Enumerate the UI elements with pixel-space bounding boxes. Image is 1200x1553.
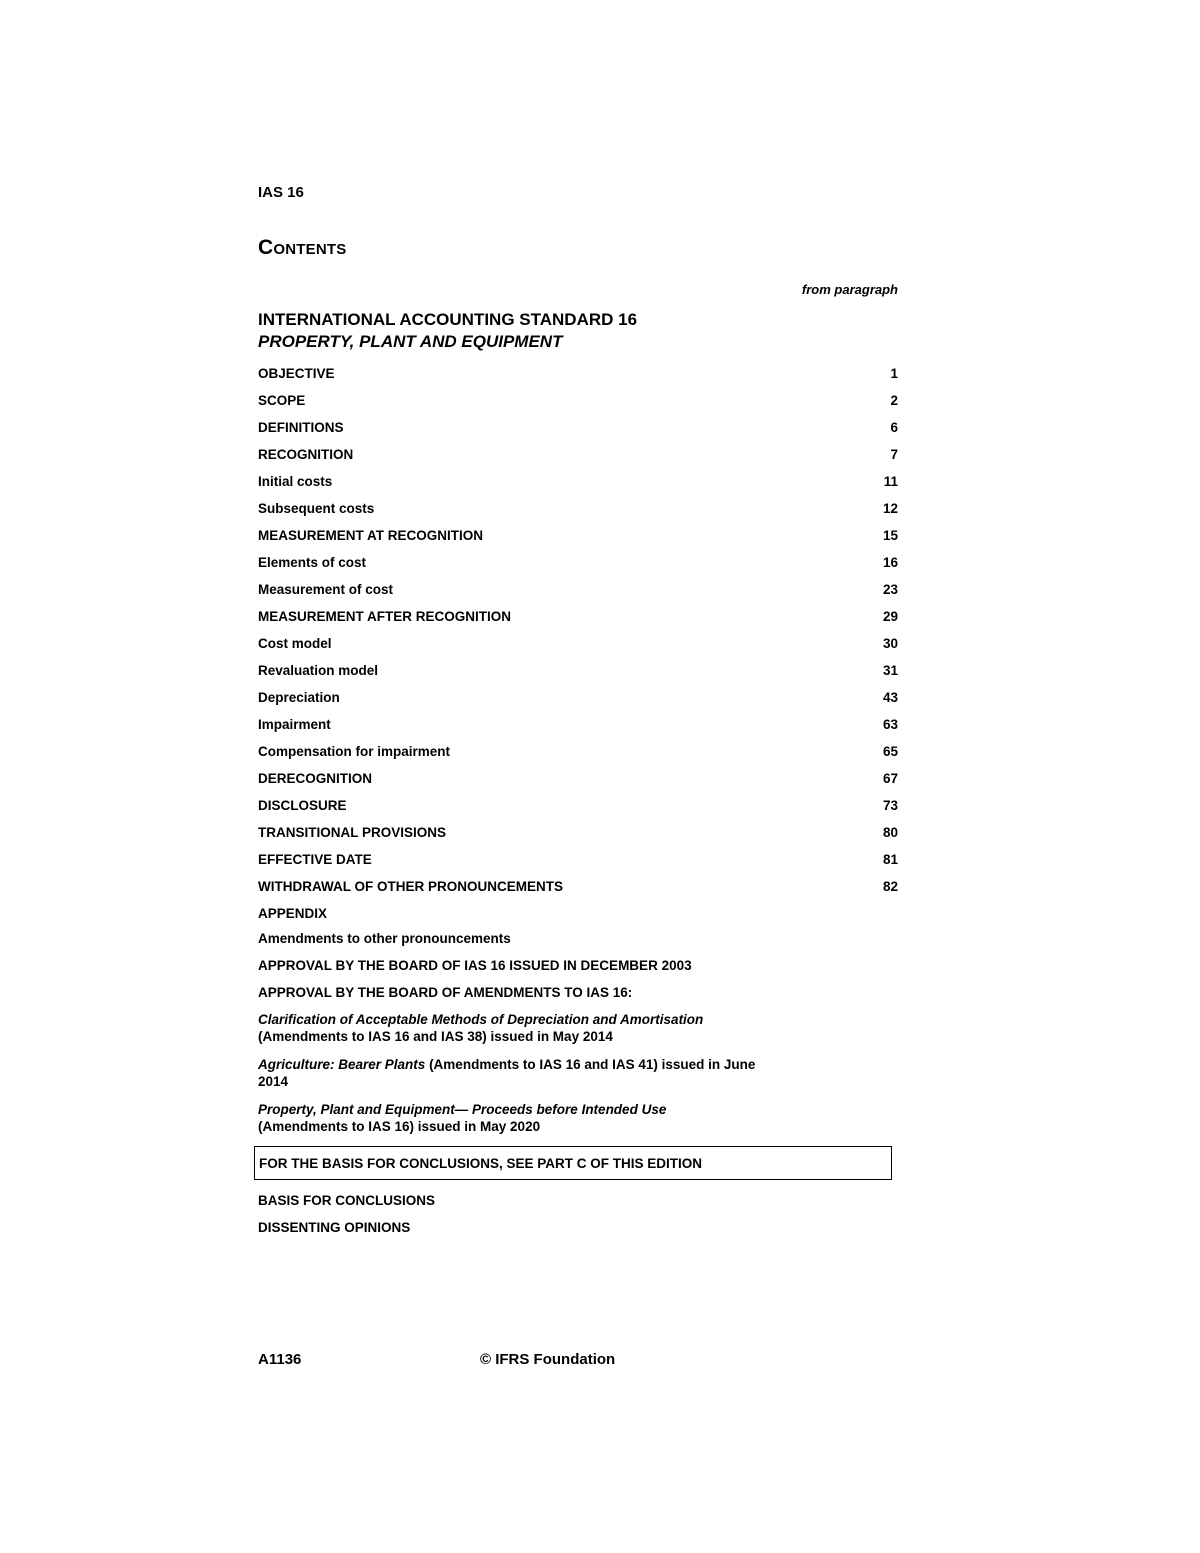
toc-entry	[258, 522, 898, 549]
amendments-other-pronouncements: Amendments to other pronouncements	[258, 931, 511, 946]
toc-entry-paragraph: 7	[890, 447, 898, 462]
toc-entry-label: RECOGNITION	[258, 447, 354, 462]
toc-entry-paragraph: 63	[882, 717, 898, 732]
toc-entry	[258, 846, 898, 873]
basis-for-conclusions: BASIS FOR CONCLUSIONS	[258, 1193, 436, 1208]
basis-note-box: FOR THE BASIS FOR CONCLUSIONS, SEE PART C OF THIS EDITION	[254, 1146, 892, 1180]
toc-entry	[258, 819, 898, 846]
amendment-2014-bearer-plants	[258, 1056, 778, 1090]
toc-entry-paragraph: 12	[882, 501, 898, 516]
amendment-2014-depreciation	[258, 1011, 898, 1045]
toc-entry	[258, 495, 898, 522]
toc-entry	[258, 360, 898, 387]
toc-entry-paragraph: 15	[882, 528, 898, 543]
toc-entry-label: Impairment	[258, 717, 331, 732]
toc-entry	[258, 630, 898, 657]
toc-entry-label: OBJECTIVE	[258, 366, 335, 381]
toc-entry	[258, 900, 898, 927]
dissenting-opinions: DISSENTING OPINIONS	[258, 1220, 411, 1235]
amendment-detail: (Amendments to IAS 16 and IAS 41) issued in June 2014	[258, 1057, 756, 1089]
document-page	[258, 0, 898, 1553]
amendment-detail: (Amendments to IAS 16) issued in May 2020	[258, 1119, 541, 1134]
toc-entry	[258, 792, 898, 819]
page-number: A1136	[258, 1351, 302, 1368]
toc-entry-paragraph: 1	[890, 366, 898, 381]
toc-entry-label: TRANSITIONAL PROVISIONS	[258, 825, 447, 840]
amendment-title: Property, Plant and Equipment— Proceeds before Intended Use	[258, 1102, 667, 1117]
toc-entry-label: Revaluation model	[258, 663, 379, 678]
standard-title: INTERNATIONAL ACCOUNTING STANDARD 16	[258, 310, 638, 329]
toc-entry	[258, 468, 898, 495]
toc-entry-paragraph: 16	[882, 555, 898, 570]
toc-entry-paragraph: 73	[882, 798, 898, 813]
toc-entry-label: MEASUREMENT AT RECOGNITION	[258, 528, 483, 543]
toc-entry	[258, 738, 898, 765]
toc-entry	[258, 441, 898, 468]
toc-entry-label: EFFECTIVE DATE	[258, 852, 372, 867]
toc-entry-paragraph: 81	[882, 852, 898, 867]
toc-entry-label: DEFINITIONS	[258, 420, 344, 435]
standard-subtitle: PROPERTY, PLANT AND EQUIPMENT	[258, 332, 563, 351]
from-paragraph-label: from paragraph	[801, 282, 898, 297]
copyright: © IFRS Foundation	[480, 1351, 616, 1368]
amendment-2020-proceeds	[258, 1101, 898, 1135]
toc-entry-label: Measurement of cost	[258, 582, 394, 597]
toc-entry-label: Subsequent costs	[258, 501, 375, 516]
table-of-contents	[258, 360, 898, 927]
toc-entry-paragraph: 23	[882, 582, 898, 597]
toc-entry-paragraph: 43	[882, 690, 898, 705]
toc-entry-paragraph: 29	[882, 609, 898, 624]
toc-entry-paragraph: 31	[882, 663, 898, 678]
approval-2003: APPROVAL BY THE BOARD OF IAS 16 ISSUED IN DECEMBER 2003	[258, 958, 692, 973]
amendment-detail: (Amendments to IAS 16 and IAS 38) issued in May 2014	[258, 1029, 613, 1044]
toc-entry-label: DISCLOSURE	[258, 798, 347, 813]
toc-entry	[258, 549, 898, 576]
toc-entry-paragraph: 6	[890, 420, 898, 435]
toc-entry	[258, 684, 898, 711]
toc-entry-label: Compensation for impairment	[258, 744, 451, 759]
toc-entry-paragraph: 80	[882, 825, 898, 840]
toc-entry	[258, 576, 898, 603]
toc-entry	[258, 414, 898, 441]
toc-entry	[258, 765, 898, 792]
contents-heading: Contents	[258, 236, 347, 259]
toc-entry-paragraph: 11	[883, 474, 898, 489]
toc-entry-paragraph: 65	[882, 744, 898, 759]
toc-entry-paragraph: 2	[890, 393, 898, 408]
standard-code: IAS 16	[258, 184, 304, 201]
toc-entry-paragraph: 67	[882, 771, 898, 786]
toc-entry-label: Initial costs	[258, 474, 333, 489]
toc-entry-paragraph: 82	[882, 879, 898, 894]
toc-entry	[258, 873, 898, 900]
toc-entry	[258, 657, 898, 684]
toc-entry-paragraph: 30	[882, 636, 898, 651]
toc-entry-label: Cost model	[258, 636, 332, 651]
toc-entry-label: Depreciation	[258, 690, 340, 705]
approval-amendments: APPROVAL BY THE BOARD OF AMENDMENTS TO IAS 16:	[258, 985, 633, 1000]
toc-entry-label: MEASUREMENT AFTER RECOGNITION	[258, 609, 511, 624]
toc-entry-label: Elements of cost	[258, 555, 367, 570]
toc-entry	[258, 603, 898, 630]
toc-entry	[258, 711, 898, 738]
standard-title-block	[258, 309, 637, 353]
toc-entry	[258, 387, 898, 414]
toc-entry-label: DERECOGNITION	[258, 771, 373, 786]
toc-entry-label: WITHDRAWAL OF OTHER PRONOUNCEMENTS	[258, 879, 563, 894]
amendment-title: Clarification of Acceptable Methods of Depreciation and Amortisation	[258, 1012, 704, 1027]
toc-entry-label: SCOPE	[258, 393, 306, 408]
amendment-title: Agriculture: Bearer Plants	[258, 1057, 426, 1072]
toc-entry-label: APPENDIX	[258, 906, 328, 921]
